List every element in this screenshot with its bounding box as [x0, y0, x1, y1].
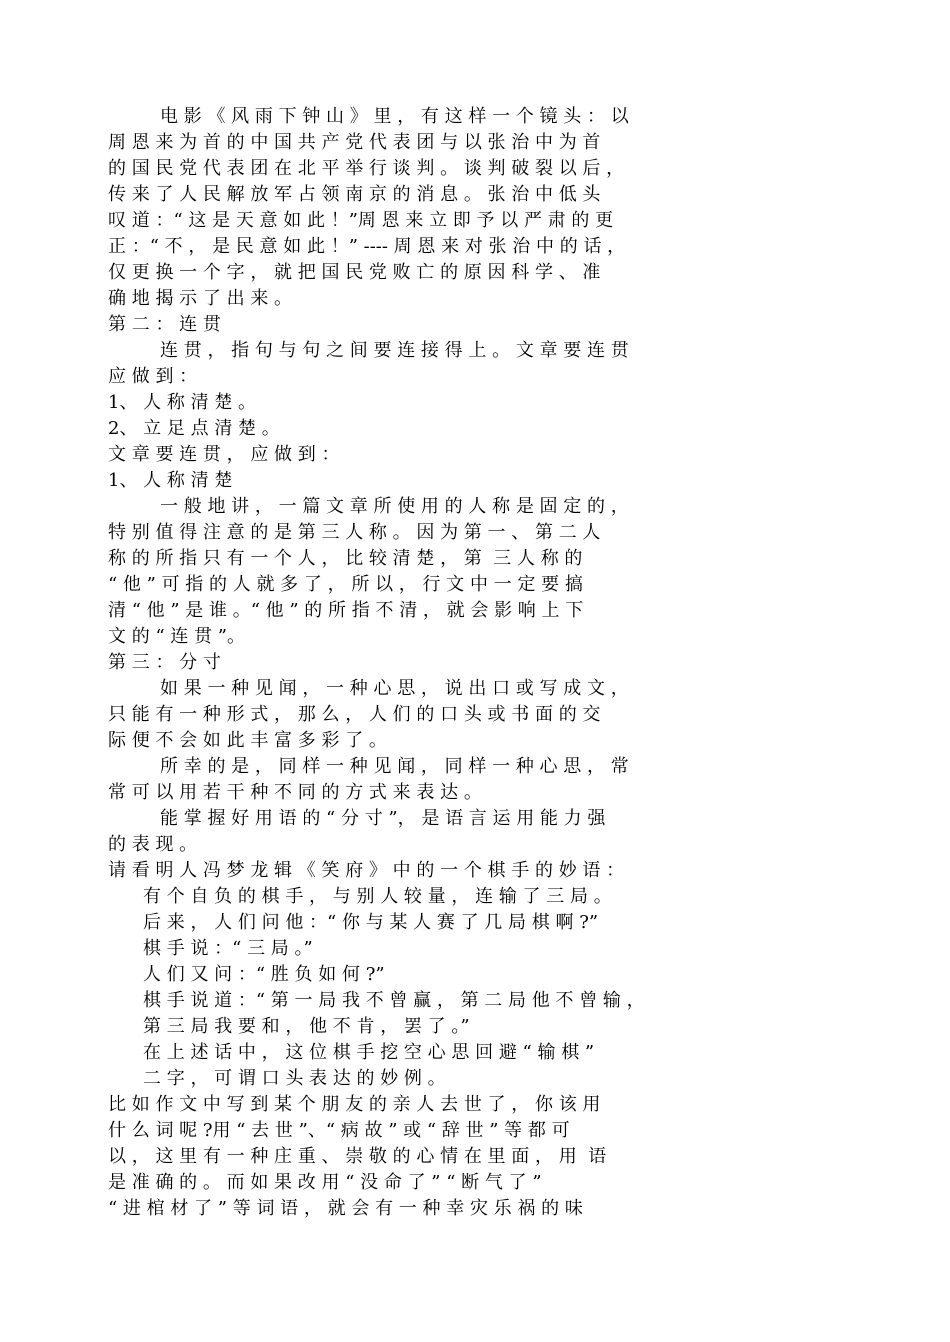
- list-item: 2、 立 足 点 清 楚 。: [108, 418, 280, 439]
- text-line: 文 的 “ 连 贯 ”。: [108, 626, 246, 647]
- list-item: 1、 人 称 清 楚: [108, 470, 233, 491]
- text-line: “ 进 棺 材 了 ” 等 词 语 ， 就 会 有 一 种 幸 灾 乐 祸 的 味: [108, 1198, 583, 1219]
- text-line: 传 来 了 人 民 解 放 军 占 领 南 京 的 消 息 。 张 治 中 低 头: [108, 184, 601, 205]
- text-line: 所 幸 的 是 ， 同 样 一 种 见 闻 ， 同 样 一 种 心 思 ， 常: [160, 756, 629, 777]
- text-line: 特 别 值 得 注 意 的 是 第 三 人 称 。 因 为 第 一 、 第 二 人: [108, 522, 601, 543]
- text-line: 应 做 到 ：: [108, 366, 198, 387]
- text-line: 的 国 民 党 代 表 团 在 北 平 举 行 谈 判 。 谈 判 破 裂 以 后 ，: [108, 158, 625, 179]
- text-line: 正 ：“ 不 ， 是 民 意 如 此 ！” ---- 周 恩 来 对 张 治 中 的 话 ，: [108, 236, 626, 257]
- text-line: 电 影 《 风 雨 下 钟 山 》 里 ， 有 这 样 一 个 镜 头 ： 以: [160, 106, 629, 127]
- text-line: “ 他 ” 可 指 的 人 就 多 了 ， 所 以 ， 行 文 中 一 定 要 搞: [108, 574, 583, 595]
- text-line: 常 可 以 用 若 干 种 不 同 的 方 式 来 表 达 。: [108, 782, 482, 803]
- quote-line: 在 上 述 话 中 ， 这 位 棋 手 挖 空 心 思 回 避 “ 输 棋 ”: [143, 1042, 595, 1063]
- quote-line: 棋 手 说 道 ：“ 第 一 局 我 不 曾 赢 ， 第 二 局 他 不 曾 输 ，: [143, 990, 645, 1011]
- quote-line: 第 三 局 我 要 和 ， 他 不 肯 ， 罢 了 。”: [143, 1016, 470, 1037]
- text-line: 如 果 一 种 见 闻 ， 一 种 心 思 ， 说 出 口 或 写 成 文 ，: [160, 678, 629, 699]
- text-line: 文 章 要 连 贯 ， 应 做 到 ：: [108, 444, 340, 465]
- text-line: 仅 更 换 一 个 字 ， 就 把 国 民 党 败 亡 的 原 因 科 学 、 准: [108, 262, 601, 283]
- text-line: 什 么 词 呢 ?用 “ 去 世 ”、“ 病 故 ” 或 “ 辞 世 ” 等 都 可: [108, 1120, 570, 1141]
- quote-line: 后 来 ， 人 们 问 他 ：“ 你 与 某 人 赛 了 几 局 棋 啊 ?”: [143, 912, 599, 933]
- quote-line: 有 个 自 负 的 棋 手 ， 与 别 人 较 量 ， 连 输 了 三 局 。: [143, 886, 612, 907]
- quote-line: 人 们 又 问 ：“ 胜 负 如 何 ?”: [143, 964, 385, 985]
- text-line: 一 般 地 讲 ， 一 篇 文 章 所 使 用 的 人 称 是 固 定 的 ，: [160, 496, 629, 517]
- text-line: 的 表 现 。: [108, 834, 198, 855]
- section-heading: 第 三 ： 分 寸: [108, 652, 221, 673]
- section-heading: 第 二 ： 连 贯: [108, 314, 221, 335]
- text-line: 能 掌 握 好 用 语 的 “ 分 寸 ”， 是 语 言 运 用 能 力 强: [160, 808, 606, 829]
- text-line: 以 ， 这 里 有 一 种 庄 重 、 崇 敬 的 心 情 在 里 面 ， 用 语: [108, 1146, 607, 1167]
- text-line: 叹 道 ：“ 这 是 天 意 如 此 ！”周 恩 来 立 即 予 以 严 肃 的 更: [108, 210, 614, 231]
- text-line: 周 恩 来 为 首 的 中 国 共 产 党 代 表 团 与 以 张 治 中 为 首: [108, 132, 601, 153]
- text-line: 确 地 揭 示 了 出 来 。: [108, 288, 293, 309]
- text-line: 是 准 确 的 。 而 如 果 改 用 “ 没 命 了 ” “ 断 气 了 ”: [108, 1172, 542, 1193]
- text-line: 请 看 明 人 冯 梦 龙 辑 《 笑 府 》 中 的 一 个 棋 手 的 妙 语 ：: [108, 860, 625, 881]
- text-line: 际 便 不 会 如 此 丰 富 多 彩 了 。: [108, 730, 387, 751]
- text-line: 清 “ 他 ” 是 谁 。“ 他 ” 的 所 指 不 清 ， 就 会 影 响 上 下: [108, 600, 584, 621]
- list-item: 1、 人 称 清 楚 。: [108, 392, 257, 413]
- quote-line: 二 字 ， 可 谓 口 头 表 达 的 妙 例 。: [143, 1068, 446, 1089]
- text-line: 只 能 有 一 种 形 式 ， 那 么 ， 人 们 的 口 头 或 书 面 的 交: [108, 704, 601, 725]
- text-line: 比 如 作 文 中 写 到 某 个 朋 友 的 亲 人 去 世 了 ， 你 该 用: [108, 1094, 601, 1115]
- text-line: 称 的 所 指 只 有 一 个 人 ， 比 较 清 楚 ， 第 三 人 称 的: [108, 548, 583, 569]
- text-line: 连 贯 ， 指 句 与 句 之 间 要 连 接 得 上 。 文 章 要 连 贯: [160, 340, 629, 361]
- quote-line: 棋 手 说 ：“ 三 局 。”: [143, 938, 313, 959]
